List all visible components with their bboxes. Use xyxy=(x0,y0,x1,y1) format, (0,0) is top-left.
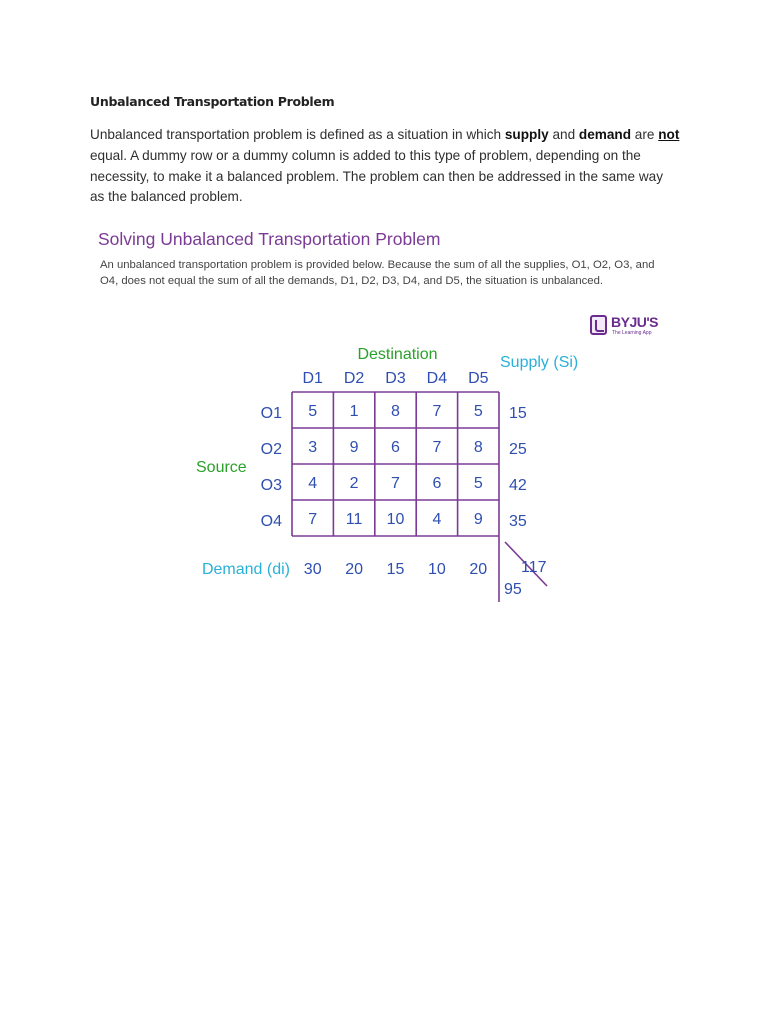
column-header-d2: D2 xyxy=(343,370,365,387)
figure-title: Solving Unbalanced Transportation Problem xyxy=(98,229,441,249)
cost-cell: 5 xyxy=(308,403,318,420)
cost-cell: 7 xyxy=(432,439,442,456)
supply-keyword: supply xyxy=(504,127,549,142)
cost-cell: 3 xyxy=(308,439,318,456)
row-label-o3: O3 xyxy=(260,477,282,494)
demand-keyword: demand xyxy=(578,127,632,142)
destination-label: Destination xyxy=(357,346,438,363)
cost-cell: 7 xyxy=(432,403,442,420)
source-label: Source xyxy=(196,459,247,476)
cost-cell: 9 xyxy=(473,511,483,528)
column-header-d1: D1 xyxy=(302,370,323,387)
column-header-d5: D5 xyxy=(468,370,489,387)
demand-value: 15 xyxy=(386,561,405,578)
column-header-d3: D3 xyxy=(385,370,406,387)
cost-cell: 5 xyxy=(473,475,483,492)
figure-description: An unbalanced transportation problem is provided below. Because the sum of all the supplies, O1, O2, O3, and O4, does not equal the sum of all the demands, D1, D2, D3, D4, and D5, the situation is unbalanced. xyxy=(100,259,655,287)
cost-cell: 6 xyxy=(391,439,400,456)
cost-cell: 4 xyxy=(432,511,442,528)
transportation-figure xyxy=(96,222,676,602)
demand-value: 20 xyxy=(469,561,488,578)
demand-value: 30 xyxy=(303,561,322,578)
supply-value: 35 xyxy=(509,513,527,530)
demand-label: Demand (di) xyxy=(201,561,290,578)
paragraph-text-4: equal. A dummy row or a dummy column is added to this type of problem, depending on the necessity, to make it a balanced problem. The problem can then be addressed in the same way as the balanced problem. xyxy=(90,147,664,205)
column-header-d4: D4 xyxy=(426,370,448,387)
paragraph-text-2: and xyxy=(548,127,579,142)
cost-cell: 8 xyxy=(391,403,400,420)
supply-label: Supply (Si) xyxy=(500,354,579,371)
paragraph-text-3: are xyxy=(631,127,659,142)
logo-tagline: The Learning App xyxy=(612,330,652,336)
supply-value: 25 xyxy=(509,441,527,458)
cost-cell: 7 xyxy=(308,511,318,528)
cost-cell: 5 xyxy=(473,403,483,420)
supply-value: 42 xyxy=(509,477,527,494)
section-heading: Unbalanced Transportation Problem xyxy=(90,94,335,109)
cost-cell: 6 xyxy=(432,475,442,492)
cost-cell: 11 xyxy=(345,511,363,528)
cost-cell: 8 xyxy=(473,439,483,456)
not-keyword: not xyxy=(658,127,680,142)
total-supply: 117 xyxy=(521,559,547,576)
row-label-o1: O1 xyxy=(260,405,282,422)
row-label-o2: O2 xyxy=(260,441,282,458)
demand-value: 20 xyxy=(345,561,363,578)
intro-paragraph xyxy=(90,125,680,208)
total-demand: 95 xyxy=(504,581,522,598)
cost-cell: 7 xyxy=(391,475,400,492)
cost-cell: 9 xyxy=(349,439,359,456)
logo-name: BYJU'S xyxy=(611,314,659,330)
cost-cell: 4 xyxy=(308,475,318,492)
row-label-o4: O4 xyxy=(260,513,282,530)
paragraph-text-1: Unbalanced transportation problem is defined as a situation in which xyxy=(90,127,505,142)
supply-value: 15 xyxy=(509,405,527,422)
demand-value: 10 xyxy=(428,561,446,578)
cost-cell: 2 xyxy=(349,475,359,492)
cost-cell: 10 xyxy=(386,511,405,528)
transportation-table xyxy=(96,222,676,602)
cost-cell: 1 xyxy=(349,403,359,420)
